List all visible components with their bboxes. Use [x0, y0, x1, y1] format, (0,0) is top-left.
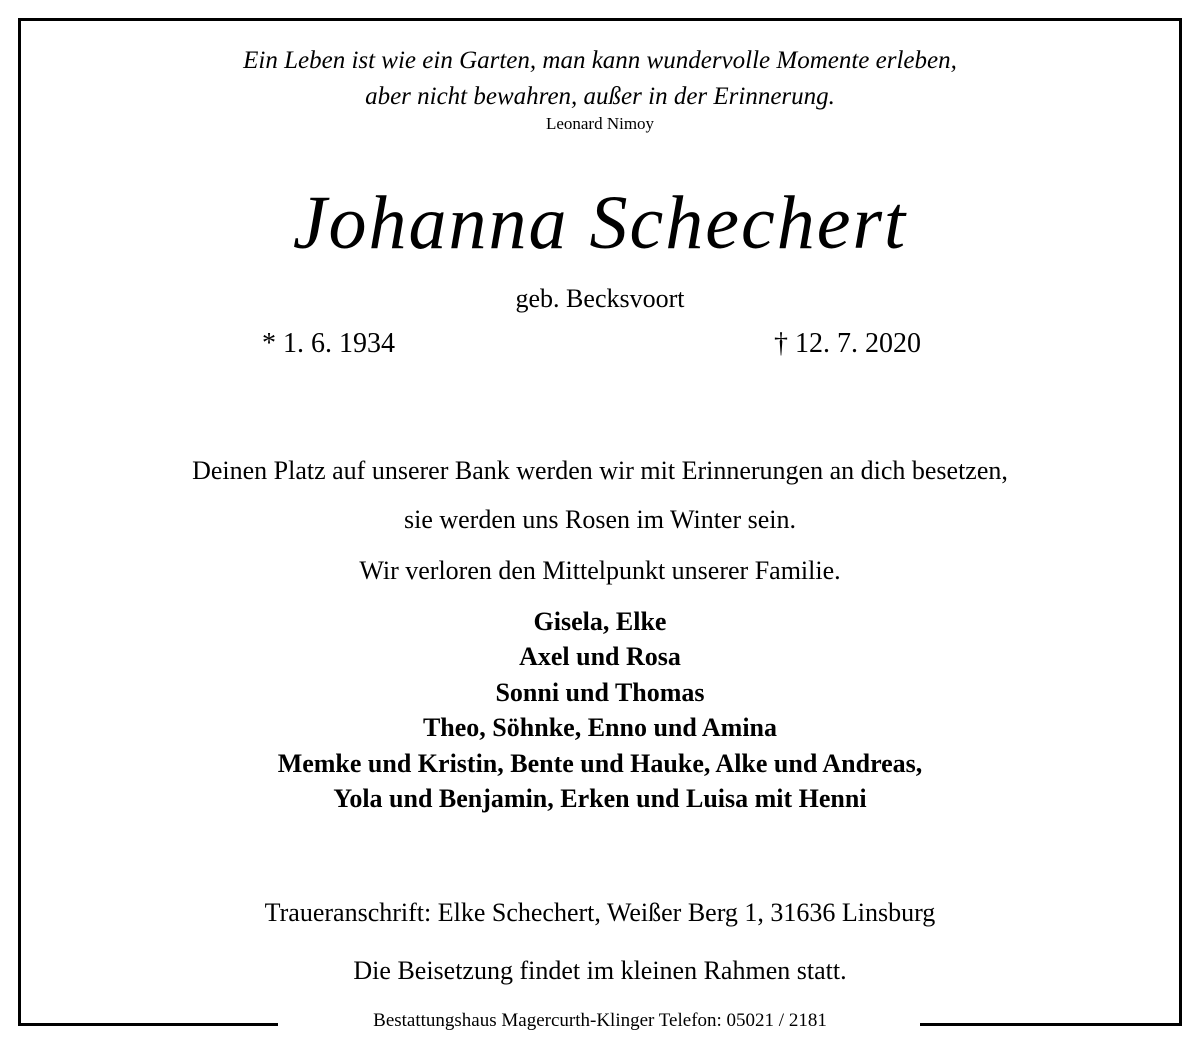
quote-line-2: aber nicht bewahren, außer in der Erinnerung. [365, 83, 835, 110]
mourner-line: Theo, Söhnke, Enno und Amina [422, 713, 778, 743]
family-mourners [0, 604, 1200, 816]
mourner-line: Sonni und Thomas [495, 677, 705, 707]
quote-line-1: Ein Leben ist wie ein Garten, man kann wundervolle Momente erleben, [243, 47, 957, 74]
poem-line-3: Wir verloren den Mittelpunkt unserer Familie. [359, 556, 841, 585]
deceased-name: Johanna Schechert [292, 181, 908, 265]
funeral-home-footer: Bestattungshaus Magercurth-Klinger Telefon: 05021 / 2181 [373, 1010, 827, 1031]
quote-author: Leonard Nimoy [545, 114, 655, 133]
maiden-name: geb. Becksvoort [515, 284, 685, 313]
mourner-line: Axel und Rosa [519, 642, 681, 672]
poem-line-2: sie werden uns Rosen im Winter sein. [403, 505, 797, 534]
mourner-line: Gisela, Elke [533, 607, 667, 636]
poem-line-1: Deinen Platz auf unserer Bank werden wir mit Erinnerungen an dich besetzen, [192, 456, 1008, 485]
birth-date: * 1. 6. 1934 [262, 328, 395, 359]
mourner-line: Memke und Kristin, Bente und Hauke, Alke und Andreas, [277, 748, 923, 778]
condolence-address: Traueranschrift: Elke Schechert, Weißer Berg 1, 31636 Linsburg [264, 898, 936, 927]
death-date: † 12. 7. 2020 [774, 328, 921, 359]
burial-note: Die Beisetzung findet im kleinen Rahmen statt. [353, 956, 847, 985]
mourner-line: Yola und Benjamin, Erken und Luisa mit Henni [333, 783, 867, 813]
